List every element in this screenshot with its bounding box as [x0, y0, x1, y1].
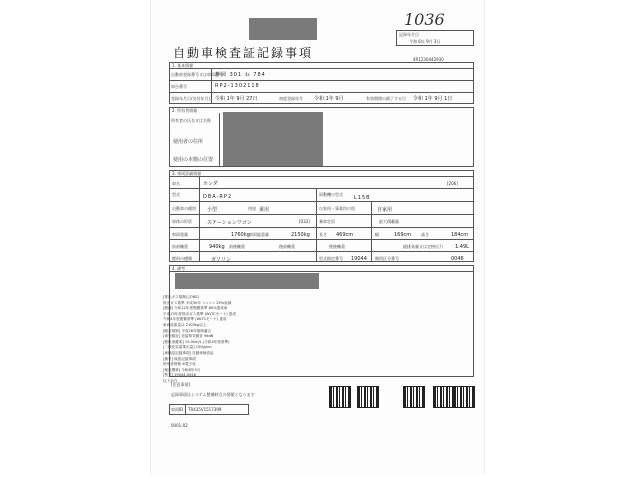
rf-label: 後前軸重: [279, 244, 295, 249]
remark-line: 以下余白: [163, 378, 178, 383]
remarks-notes: [163, 295, 303, 385]
rr-label: 後後軸重: [329, 244, 345, 249]
section4-heading: 4. 備考: [172, 266, 186, 271]
weight-value: 1760kg: [231, 232, 250, 238]
issue-date-value: 令和 6年 9月 3日: [409, 39, 441, 44]
vin-label: 車台番号: [171, 84, 187, 89]
document-title: 自動車検査証記録事項: [173, 46, 314, 60]
disp-value: 1.49L: [455, 244, 469, 250]
remark-line: [型式] 19044-0046: [163, 373, 197, 378]
front-axle-label: 前前軸重: [172, 244, 188, 249]
private-value: 自家用: [377, 207, 393, 213]
reg-value: 静岡 301 ね 784: [215, 72, 266, 78]
section2-heading: 2. 所有者情報: [172, 108, 198, 113]
notice-text: 記録事項はシステム整備時点の情報となります: [171, 392, 255, 397]
engine-value: L15B: [354, 195, 371, 201]
engine-label: 原動機の型式: [319, 192, 343, 197]
category-label: 類別区分番号: [375, 256, 399, 261]
make-code: [206]: [447, 181, 458, 186]
base-label: 使用の本拠の位置: [173, 157, 214, 163]
height-label: 高さ: [421, 232, 429, 237]
page-code: 0001-02: [171, 423, 188, 428]
user-label: 使用者の住所: [173, 139, 204, 145]
remark-line: [騒音規制] 平成28年規制適合: [163, 328, 212, 333]
qr-code-4: [433, 386, 455, 408]
reg-label: 自動車登録番号又は車両番号: [171, 72, 223, 77]
qr-code-1: [329, 386, 351, 408]
gross-label: 車両総重量: [249, 232, 269, 237]
owner-label: 所有者の氏名又は名称: [171, 118, 211, 123]
redacted-header-block: [249, 18, 317, 40]
first-reg-month-label: 初度登録年月: [279, 96, 303, 101]
type-no-value: 19044: [351, 256, 367, 262]
doc-code: 4R1230442930: [413, 57, 444, 62]
remark-line: 車両総重量は 2100kg以上: [163, 322, 207, 327]
class-value: 小型: [207, 207, 218, 213]
gross-value: 2150kg: [291, 232, 310, 238]
front-axle-value: 940kg: [209, 244, 225, 250]
vehicle-id-label: 車両ID: [171, 407, 184, 412]
weight-label: 車両重量: [172, 232, 188, 237]
fuel-value: ガソリン: [211, 257, 232, 263]
expiry-value: 令和 1年 9月 1日: [413, 96, 453, 102]
remark-line: [二酸化炭素排出量] 150g/km: [163, 345, 212, 350]
first-reg-label: 登録年月日/交付年月日: [171, 96, 213, 101]
remark-line: [車外騒音] 近接排気騒音 96dB: [163, 334, 214, 339]
qr-code-2: [357, 386, 379, 408]
remark-line: 使用者情報 ※電子化: [163, 362, 196, 367]
class-label: 自動車の種別: [172, 206, 196, 211]
make-label: 車名: [172, 181, 180, 186]
length-label: 長さ: [319, 232, 327, 237]
remark-line: [車検証記録事項] 自動車検査証: [163, 350, 214, 355]
redacted-remarks-block: [175, 273, 319, 289]
section1-heading: 1. 基本情報: [172, 63, 194, 68]
remark-line: [検査標章] 令和8年9月: [163, 367, 201, 372]
document-page: [150, 0, 485, 475]
model-value: DBA-RP2: [203, 194, 233, 200]
length-value: 469cm: [336, 232, 354, 238]
notice-label: [注意事項]: [171, 382, 191, 387]
capacity-label: 乗車定員: [319, 219, 335, 224]
handwritten-number: 1036: [404, 10, 445, 29]
first-reg-month-value: 令和 1年 9月: [314, 96, 344, 102]
max-load-label: 最大積載量: [379, 219, 399, 224]
section3-heading: 3. 車両詳細情報: [172, 171, 202, 176]
remark-line: 排出ガス基準 平成30年 ☆☆☆☆ 25%低減: [163, 300, 232, 305]
qr-code-3: [403, 386, 425, 408]
remark-line: [燃料消費率] 15.0km/L (令和4年度基準): [163, 339, 230, 344]
category-value: 0046: [451, 256, 464, 262]
use-label: 用途: [248, 206, 256, 211]
remark-line: [排出ガス規制] [OBS]: [163, 295, 199, 299]
remark-line: [備考] 検査記録事項: [163, 356, 196, 361]
ff-label: 前後軸重: [229, 244, 245, 249]
remark-line: [燃費] 令和12年度燃費基準 80%達成車: [163, 306, 228, 311]
vehicle-id-value: TR435V1517399: [188, 407, 222, 412]
body-value: ステーションワゴン: [207, 220, 252, 226]
vin-value: RP2-1302118: [215, 83, 260, 89]
qr-code-5: [453, 386, 475, 408]
redacted-owner-info: [223, 112, 323, 166]
height-value: 184cm: [451, 232, 469, 238]
body-code: [033]: [299, 219, 310, 224]
body-label: 車体の形状: [172, 219, 192, 224]
width-value: 169cm: [394, 232, 412, 238]
remark-line: 平成13年度排出ガス基準 (WLTCモード) 達成: [163, 311, 236, 316]
private-label: 自家用・事業用の別: [319, 206, 355, 211]
issue-date-label: 記録年月日: [399, 32, 419, 37]
make-value: ホンダ: [203, 181, 218, 187]
width-label: 幅: [375, 232, 379, 237]
fuel-label: 燃料の種類: [172, 256, 192, 261]
first-reg-value: 令和 1年 9月 27日: [215, 96, 258, 102]
use-value: 乗用: [259, 207, 270, 213]
disp-label: 総排気量又は定格出力: [403, 244, 443, 249]
expiry-label: 有効期間の満了する日: [366, 96, 406, 101]
remark-line: 令和4年度燃費基準 (WLTCモード) 達成: [163, 317, 227, 322]
model-label: 型式: [172, 192, 180, 197]
type-no-label: 型式指定番号: [319, 256, 343, 261]
